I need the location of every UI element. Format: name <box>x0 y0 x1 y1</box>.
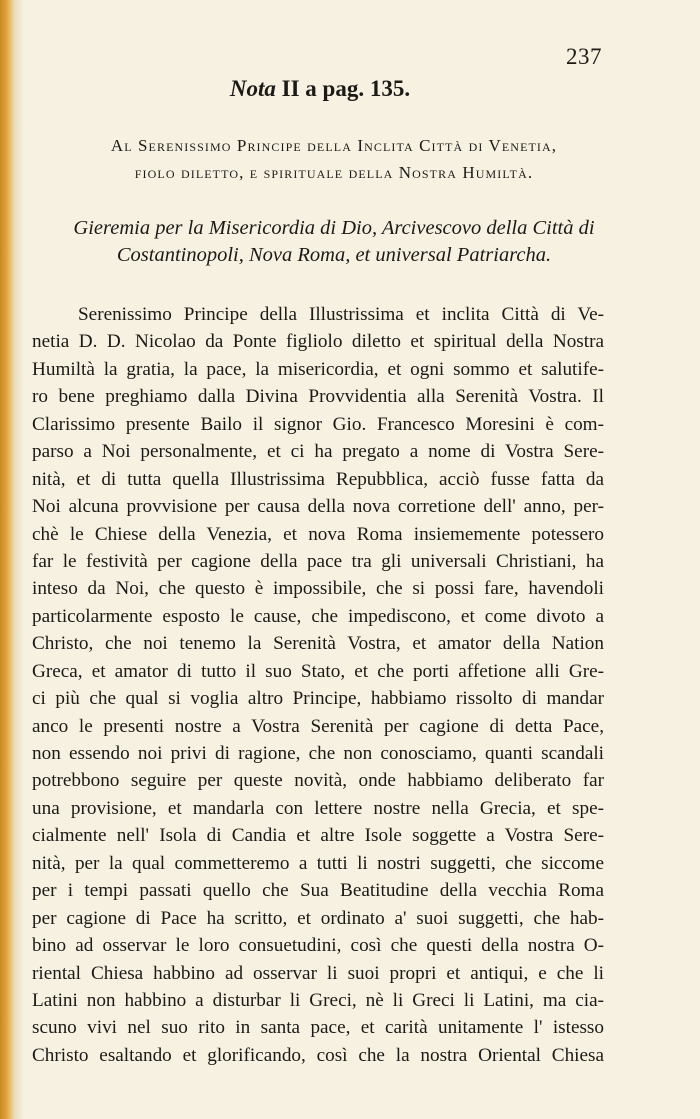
body-line: Humiltà la gratia, la pace, la misericordia, et ogni sommo et salutife- <box>32 358 604 380</box>
body-line: una provisione, et mandarla con lettere nostre nella Grecia, et spe- <box>32 797 604 819</box>
note-title-reference: II a pag. 135. <box>275 76 411 101</box>
address-line-1: Al Serenissimo Principe della Inclita Città di Venetia, <box>110 136 558 155</box>
body-line: potrebbono seguire per queste novità, onde habbiamo deliberato far <box>32 770 604 792</box>
body-line: ro bene preghiamo dalla Divina Provvidentia alla Serenità Vostra. Il <box>32 386 604 408</box>
body-line: Christo, che noi tenemo la Serenità Vostra, et amator della Nation <box>32 633 604 655</box>
body-line: Christo esaltando et glorificando, così che la nostra Oriental Chiesa <box>32 1044 604 1066</box>
body-line: nità, et di tutta quella Illustrissima Repubblica, acciò fusse fatta da <box>32 468 604 490</box>
body-line: Latini non habbino a disturbar li Greci, nè li Greci li Latini, ma cia- <box>32 989 604 1011</box>
body-line: scuno vivi nel suo rito in santa pace, et carità unitamente l' istesso <box>32 1017 604 1039</box>
page-number: 237 <box>566 44 602 69</box>
body-line: Noi alcuna provvisione per causa della nova corretione dell' anno, per- <box>32 496 604 518</box>
page-edge-shadow <box>14 0 24 1119</box>
body-line: riental Chiesa habbino ad osservar li suoi propri et antiqui, e che li <box>32 962 604 984</box>
body-line: ci più che qual si voglia altro Principe, habbiamo rissolto di mandar <box>32 688 604 710</box>
body-line: netia D. D. Nicolao da Ponte figliolo diletto et spiritual della Nostra <box>32 331 604 353</box>
note-title-italic: Nota <box>229 76 276 101</box>
letter-body <box>32 301 604 1069</box>
body-line: bino ad osservar le loro consuetudini, così che questi della nostra O- <box>32 935 604 957</box>
sender-line-2: Costantinopoli, Nova Roma, et universal Patriarcha. <box>116 244 552 266</box>
body-line: parso a Noi personalmente, et ci ha pregato a nome di Vostra Sere- <box>32 441 604 463</box>
body-line: Serenissimo Principe della Illustrissima et inclita Città di Ve- <box>78 304 604 325</box>
body-line: per cagione di Pace ha scritto, et ordinato a' suoi suggetti, che hab- <box>32 907 604 929</box>
body-line: anco le presenti nostre a Vostra Serenità per cagione di detta Pace, <box>32 715 604 737</box>
body-line: per i tempi passati quello che Sua Beatitudine della vecchia Roma <box>32 880 604 902</box>
sender-line-1: Gieremia per la Misericordia di Dio, Arcivescovo della Città di <box>73 217 595 239</box>
body-line: particolarmente esposto le cause, che impediscono, et come divoto a <box>32 605 604 627</box>
body-line: Clarissimo presente Bailo il signor Gio. Francesco Moresini è com- <box>32 413 604 435</box>
body-line: nità, per la qual commetteremo a tutti li nostri suggetti, che siccome <box>32 852 604 874</box>
body-line: inteso da Noi, che questo è impossibile, che si possi fare, havendoli <box>32 578 604 600</box>
body-line: far le festività per cagione della pace tra gli universali Christiani, ha <box>32 550 604 572</box>
body-line: cialmente nell' Isola di Candia et altre Isole soggette a Vostra Sere- <box>32 825 604 847</box>
body-line: Greca, et amator di tutto il suo Stato, et che porti affetione alli Gre- <box>32 660 604 682</box>
page-gilt-edge <box>0 0 14 1119</box>
address-line-2: fiolo diletto, e spirituale della Nostra Humiltà. <box>134 163 534 182</box>
note-title <box>0 76 640 102</box>
body-line: non essendo noi privi di ragione, che non conosciamo, quanti scandali <box>32 743 604 764</box>
body-line: chè le Chiese della Venezia, et nova Roma insiememente potessero <box>32 523 604 545</box>
